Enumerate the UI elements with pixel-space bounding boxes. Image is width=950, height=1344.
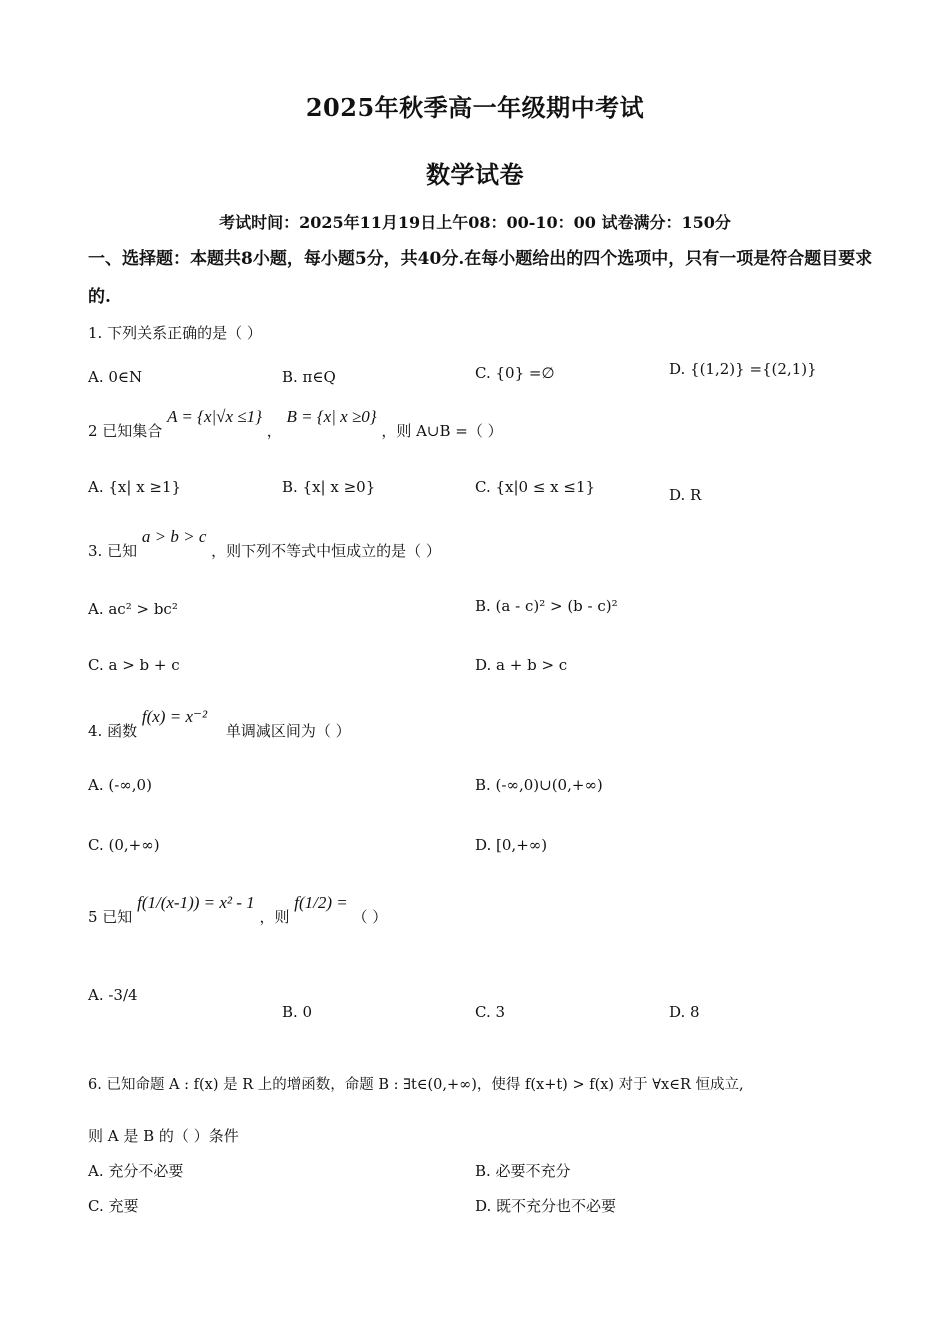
q5-mid: ，则 xyxy=(259,908,290,926)
q4-prefix: 4. 函数 xyxy=(88,722,138,740)
q6-option-b: B. 必要不充分 xyxy=(475,1162,571,1180)
question-6-stem-line2: 则 A 是 B 的（ ）条件 xyxy=(88,1127,239,1145)
q4-option-b: B. (-∞,0)∪(0,+∞) xyxy=(475,776,603,794)
q2-option-c: C. {x|0 ≤ x ≤1} xyxy=(475,478,596,496)
question-3-stem xyxy=(88,527,441,561)
question-2-stem: 2 已知集合 A = {x|√x ≤1} ， B = {x| x ≥0} ，则 A∪B =（ ） xyxy=(88,407,503,440)
q4-option-c: C. (0,+∞) xyxy=(88,836,160,854)
q5-option-b: B. 0 xyxy=(282,1003,313,1021)
section-heading: 一、选择题：本题共8小题，每小题5分，共40分.在每小题给出的四个选项中，只有一项是符合题目要求的. xyxy=(88,249,873,307)
q3-prefix: 3. 已知 xyxy=(88,542,138,560)
q3-option-c: C. a > b + c xyxy=(88,656,180,674)
q5-option-c: C. 3 xyxy=(475,1003,506,1021)
exam-subject: 数学试卷 xyxy=(426,160,524,189)
q3-condition: a > b > c xyxy=(141,527,207,546)
exam-title: 2025年秋季高一年级期中考试 xyxy=(305,93,645,122)
q2-suffix: ，则 A∪B =（ ） xyxy=(381,422,503,440)
q3-option-b: B. (a - c)² > (b - c)² xyxy=(475,597,618,615)
question-4-stem xyxy=(88,707,351,741)
question-6-stem: 6. 已知命题 A : f(x) 是 R 上的增函数，命题 B : ∃t∈(0,+∞)，使得 f(x+t) > f(x) 对于 ∀x∈R 恒成立, xyxy=(88,1077,744,1093)
q3-option-d: D. a + b > c xyxy=(475,656,568,674)
exam-info: 考试时间：2025年11月19日上午08：00-10：00 试卷满分：150分 xyxy=(219,213,731,232)
q1-option-d: D. {(1,2)} ={(2,1)} xyxy=(669,360,817,378)
q3-suffix: ，则下列不等式中恒成立的是（ ） xyxy=(211,542,441,560)
q4-function: f(x) = x⁻² xyxy=(141,707,208,726)
q6-option-a: A. 充分不必要 xyxy=(88,1162,184,1180)
q1-option-c: C. {0} =∅ xyxy=(475,364,555,382)
q2-option-b: B. {x| x ≥0} xyxy=(282,478,376,496)
q1-option-b: B. π∈Q xyxy=(282,368,336,386)
q4-suffix: 单调减区间为（ ） xyxy=(225,722,351,740)
q5-suffix: （ ） xyxy=(352,908,388,926)
q2-option-a: A. {x| x ≥1} xyxy=(88,478,182,496)
q4-option-a: A. (-∞,0) xyxy=(88,776,152,794)
question-5-stem xyxy=(88,893,388,927)
q1-option-a: A. 0∈N xyxy=(88,368,143,386)
q6-option-c: C. 充要 xyxy=(88,1197,139,1215)
q5-option-a: A. -3/4 xyxy=(88,986,138,1004)
q5-prefix: 5 已知 xyxy=(88,908,133,926)
q2-set-a: A = {x|√x ≤1} xyxy=(167,407,262,426)
q2-prefix: 2 已知集合 xyxy=(88,422,163,440)
q3-option-a: A. ac² > bc² xyxy=(88,600,178,618)
q4-option-d: D. [0,+∞) xyxy=(475,836,548,854)
question-1-stem: 1. 下列关系正确的是（ ） xyxy=(88,324,262,342)
q6-option-d: D. 既不充分也不必要 xyxy=(475,1197,617,1215)
q5-option-d: D. 8 xyxy=(669,1003,700,1021)
q5-condition: f(1/(x-1)) = x² - 1 xyxy=(137,893,255,912)
q2-option-d: D. R xyxy=(669,486,702,504)
q2-set-b: B = {x| x ≥0} xyxy=(286,407,377,426)
q5-ask: f(1/2) = xyxy=(294,893,348,912)
